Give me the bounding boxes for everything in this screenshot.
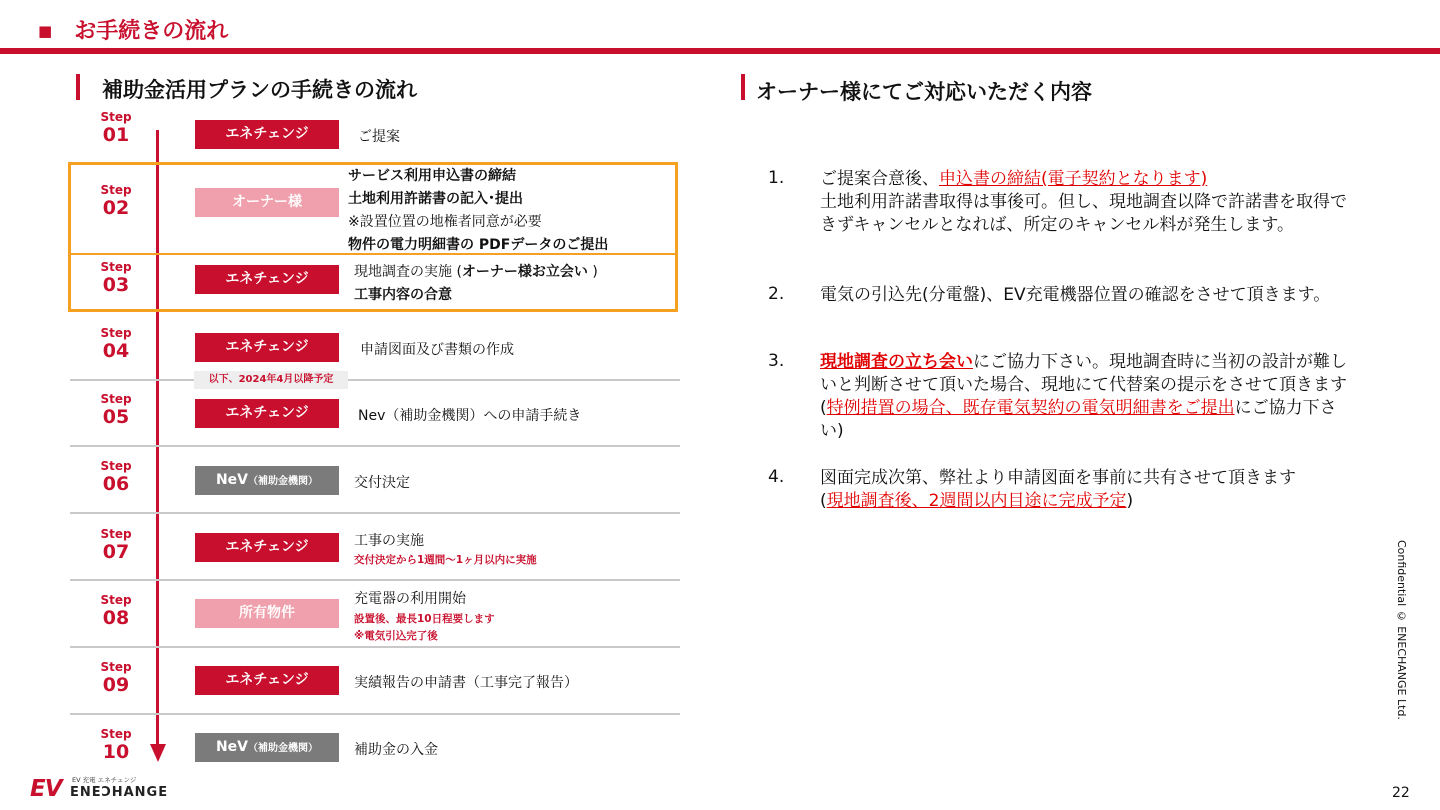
step-number: 06 bbox=[102, 473, 130, 495]
item-2-text: 電気の引込先(分電盤)、EV充電機器位置の確認をさせて頂きます。 bbox=[820, 285, 1331, 305]
step-number: 10 bbox=[102, 741, 130, 763]
step-text: 土地利用許諾書の記入･提出 bbox=[348, 191, 523, 207]
section-marker bbox=[741, 74, 745, 100]
header-rule bbox=[0, 48, 1440, 54]
row-divider bbox=[70, 713, 680, 715]
highlight-text: 現地調査の立ち会い bbox=[820, 352, 973, 372]
step-text: 申請図面及び書類の作成 bbox=[360, 342, 514, 358]
item-3-text bbox=[820, 351, 1360, 443]
logo-ev: EV bbox=[30, 776, 62, 802]
step-10 bbox=[86, 727, 146, 763]
schedule-note: 以下、2024年4月以降予定 bbox=[194, 371, 348, 389]
step-label: Step bbox=[100, 110, 132, 124]
step-note: 設置後、最長10日程要します bbox=[354, 613, 495, 625]
item-1-text bbox=[820, 168, 1360, 237]
step-07 bbox=[86, 527, 146, 563]
step-text: 補助金の入金 bbox=[354, 742, 438, 758]
highlight-text: 現地調査後、2週間以内目途に完成予定 bbox=[826, 491, 1127, 511]
step-05 bbox=[86, 392, 146, 428]
right-section-title: オーナー様にてご対応いただく内容 bbox=[756, 80, 1092, 104]
actor-badge: エネチェンジ bbox=[195, 120, 339, 149]
step-09 bbox=[86, 660, 146, 696]
logo-tagline: EV 充電 エネチェンジ bbox=[72, 776, 137, 784]
text-part: 現地調査の実施 ( bbox=[354, 264, 462, 280]
arrow-down-icon bbox=[150, 744, 166, 762]
step-text: 充電器の利用開始 bbox=[354, 591, 466, 607]
step-text: 物件の電力明細書の PDFデータのご提出 bbox=[348, 237, 609, 253]
step-label: Step bbox=[100, 183, 132, 197]
actor-badge: エネチェンジ bbox=[195, 265, 339, 294]
step-note: ※電気引込完了後 bbox=[354, 630, 438, 642]
step-03 bbox=[86, 260, 146, 296]
row-divider bbox=[70, 579, 680, 581]
text-part: ) bbox=[587, 264, 598, 280]
step-text: サービス利用申込書の締結 bbox=[348, 168, 516, 184]
badge-main: NeV bbox=[215, 739, 249, 755]
highlight-text: 特例措置の場合、既存電気契約の電気明細書をご提出 bbox=[826, 398, 1235, 418]
row-divider bbox=[70, 512, 680, 514]
actor-badge bbox=[195, 466, 339, 495]
step-number: 07 bbox=[102, 541, 130, 563]
page-title bbox=[38, 14, 228, 45]
logo-brand: ENEϽHANGE bbox=[70, 785, 169, 800]
step-number: 08 bbox=[102, 607, 130, 629]
step-label: Step bbox=[100, 593, 132, 607]
confidential-note: Confidential © ENECHANGE Ltd. bbox=[1395, 540, 1408, 720]
actor-badge: エネチェンジ bbox=[195, 666, 339, 695]
text-part: 土地利用許諾書取得は事後可。但し、現地調査以降で許諾書を取得できずキャンセルとなれば、所定のキャンセル料が発生します。 bbox=[820, 192, 1347, 235]
badge-main: NeV bbox=[215, 472, 249, 488]
step-label: Step bbox=[100, 392, 132, 406]
step-label: Step bbox=[100, 527, 132, 541]
item-4-text bbox=[820, 467, 1360, 513]
text-part: にご協力下さい) bbox=[820, 398, 1337, 441]
step-number: 05 bbox=[102, 406, 130, 428]
text-part: ご提案合意後、 bbox=[820, 169, 939, 189]
text-part: ) bbox=[1126, 491, 1134, 511]
step-04 bbox=[86, 326, 146, 362]
row-divider bbox=[70, 379, 680, 381]
step-label: Step bbox=[100, 727, 132, 741]
actor-badge: エネチェンジ bbox=[195, 533, 339, 562]
step-number: 09 bbox=[102, 674, 130, 696]
badge-sub: （補助金機関） bbox=[248, 476, 319, 487]
page-number: 22 bbox=[1392, 785, 1410, 801]
step-label: Step bbox=[100, 260, 132, 274]
item-number: 1. bbox=[768, 168, 785, 188]
step-label: Step bbox=[100, 326, 132, 340]
actor-badge: オーナー様 bbox=[195, 188, 339, 217]
text-part: ( bbox=[820, 491, 827, 511]
item-number: 2. bbox=[768, 284, 785, 304]
row-divider bbox=[70, 445, 680, 447]
step-number: 02 bbox=[102, 197, 130, 219]
step-text bbox=[354, 261, 598, 281]
left-section-title: 補助金活用プランの手続きの流れ bbox=[102, 78, 417, 102]
badge-sub: （補助金機関） bbox=[248, 743, 319, 754]
actor-badge: エネチェンジ bbox=[195, 333, 339, 362]
highlight-text: 申込書の締結(電子契約となります) bbox=[939, 169, 1208, 189]
item-number: 4. bbox=[768, 467, 785, 487]
text-part: にご協力下さい。現地調査時に当初の設計が難しいと判断させて頂いた場合、現地にて代替案の提示をさせて頂きます( bbox=[820, 352, 1347, 418]
square-bullet-icon: ■ bbox=[38, 22, 53, 40]
step-number: 01 bbox=[102, 124, 130, 146]
actor-badge: 所有物件 bbox=[195, 599, 339, 628]
enechange-logo bbox=[30, 776, 169, 802]
step-number: 04 bbox=[102, 340, 130, 362]
step-01 bbox=[86, 110, 146, 146]
text-part: 図面完成次第、弊社より申請図面を事前に共有させて頂きます bbox=[820, 468, 1296, 488]
actor-badge: エネチェンジ bbox=[195, 399, 339, 428]
step-text: ご提案 bbox=[358, 129, 400, 145]
step-06 bbox=[86, 459, 146, 495]
step-text: 工事の実施 bbox=[354, 533, 424, 549]
step-text: Nev（補助金機関）への申請手続き bbox=[358, 408, 582, 424]
step-text: 交付決定 bbox=[354, 475, 410, 491]
text-emphasis: オーナー様お立会い bbox=[461, 264, 588, 280]
step-text: ※設置位置の地権者同意が必要 bbox=[348, 214, 542, 230]
step-text: 工事内容の合意 bbox=[354, 287, 452, 303]
page-title-text: お手続きの流れ bbox=[74, 19, 229, 44]
row-divider bbox=[70, 646, 680, 648]
step-08 bbox=[86, 593, 146, 629]
section-marker bbox=[76, 74, 80, 100]
step-label: Step bbox=[100, 660, 132, 674]
step-note: 交付決定から1週間～1ヶ月以内に実施 bbox=[354, 554, 537, 566]
step-number: 03 bbox=[102, 274, 130, 296]
step-02 bbox=[86, 183, 146, 219]
step-text: 実績報告の申請書（工事完了報告） bbox=[354, 675, 578, 691]
actor-badge bbox=[195, 733, 339, 762]
item-number: 3. bbox=[768, 351, 785, 371]
step-label: Step bbox=[100, 459, 132, 473]
